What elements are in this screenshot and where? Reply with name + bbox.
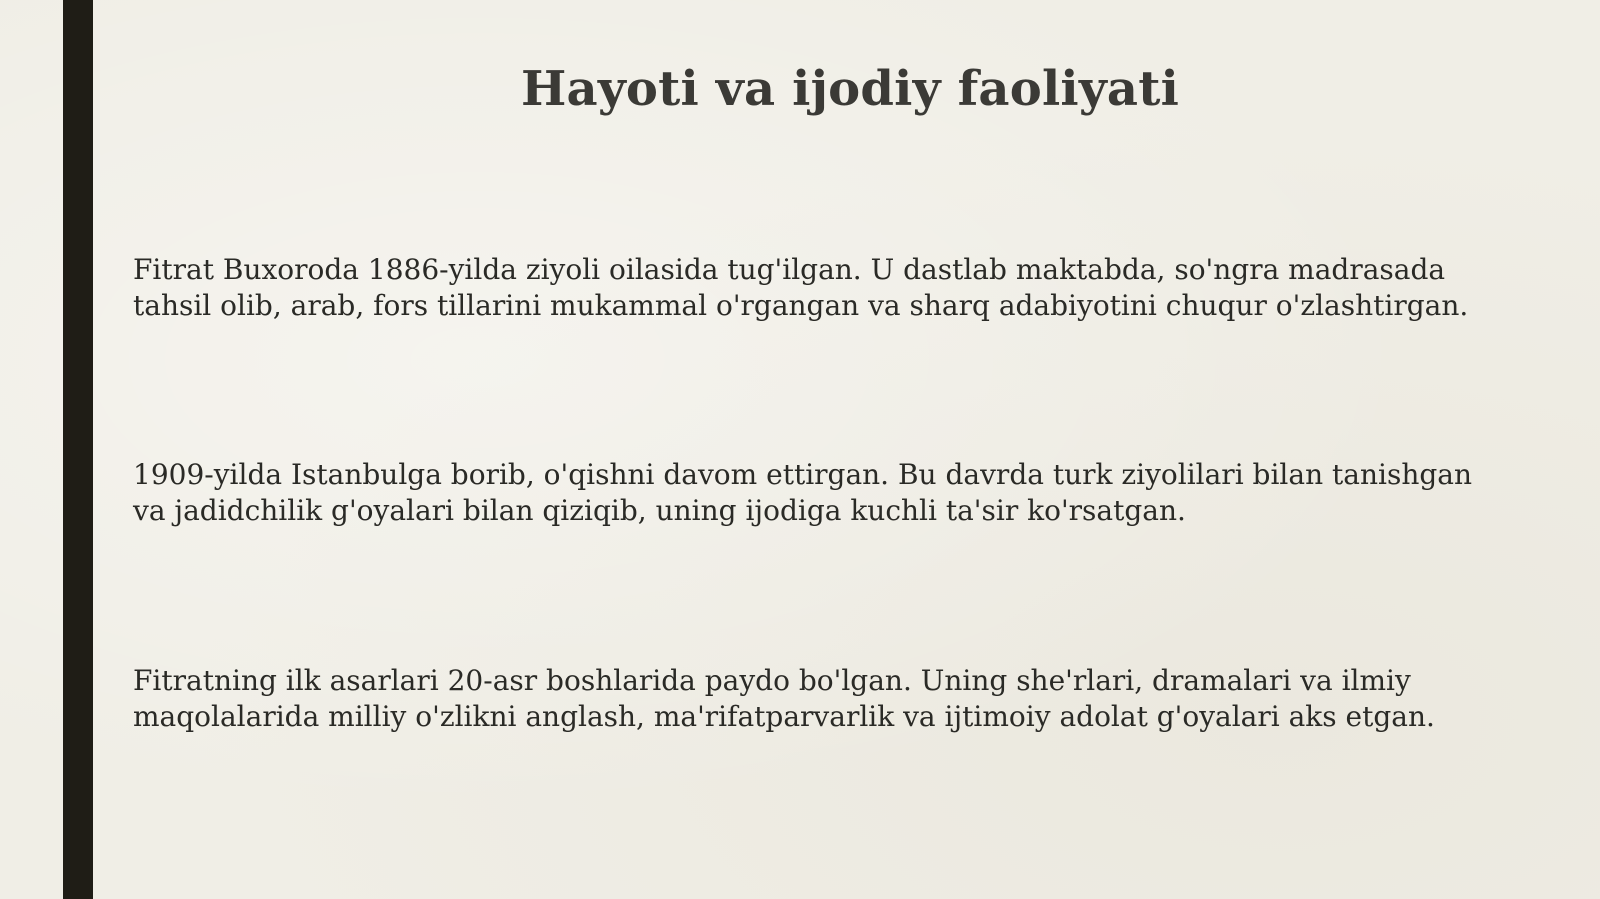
paragraph-1-line-2: tahsil olib, arab, fors tillarini mukammal o'rgangan va sharq adabiyotini chuqur o'zlashtirgan.: [133, 289, 1469, 322]
paragraph-3-line-1: Fitratning ilk asarlari 20-asr boshlarida paydo bo'lgan. Uning she'rlari, dramalari va ilmiy: [133, 664, 1411, 697]
paragraph-1-line-1: Fitrat Buxoroda 1886-yilda ziyoli oilasida tug'ilgan. U dastlab maktabda, so'ngra madrasada: [133, 253, 1446, 286]
accent-bar: [63, 0, 93, 899]
slide-title: Hayoti va ijodiy faoliyati: [520, 61, 1180, 117]
paragraph-2: [133, 457, 1583, 529]
paragraph-3-line-2: maqolalarida milliy o'zlikni anglash, ma'rifatparvarlik va ijtimoiy adolat g'oyalari aks etgan.: [133, 700, 1435, 733]
paragraph-1: [133, 252, 1583, 324]
paragraph-3: [133, 663, 1583, 735]
paragraph-2-line-2: va jadidchilik g'oyalari bilan qiziqib, uning ijodiga kuchli ta'sir ko'rsatgan.: [133, 494, 1186, 527]
paragraph-2-line-1: 1909-yilda Istanbulga borib, o'qishni davom ettirgan. Bu davrda turk ziyolilari bilan tanishgan: [133, 458, 1472, 491]
